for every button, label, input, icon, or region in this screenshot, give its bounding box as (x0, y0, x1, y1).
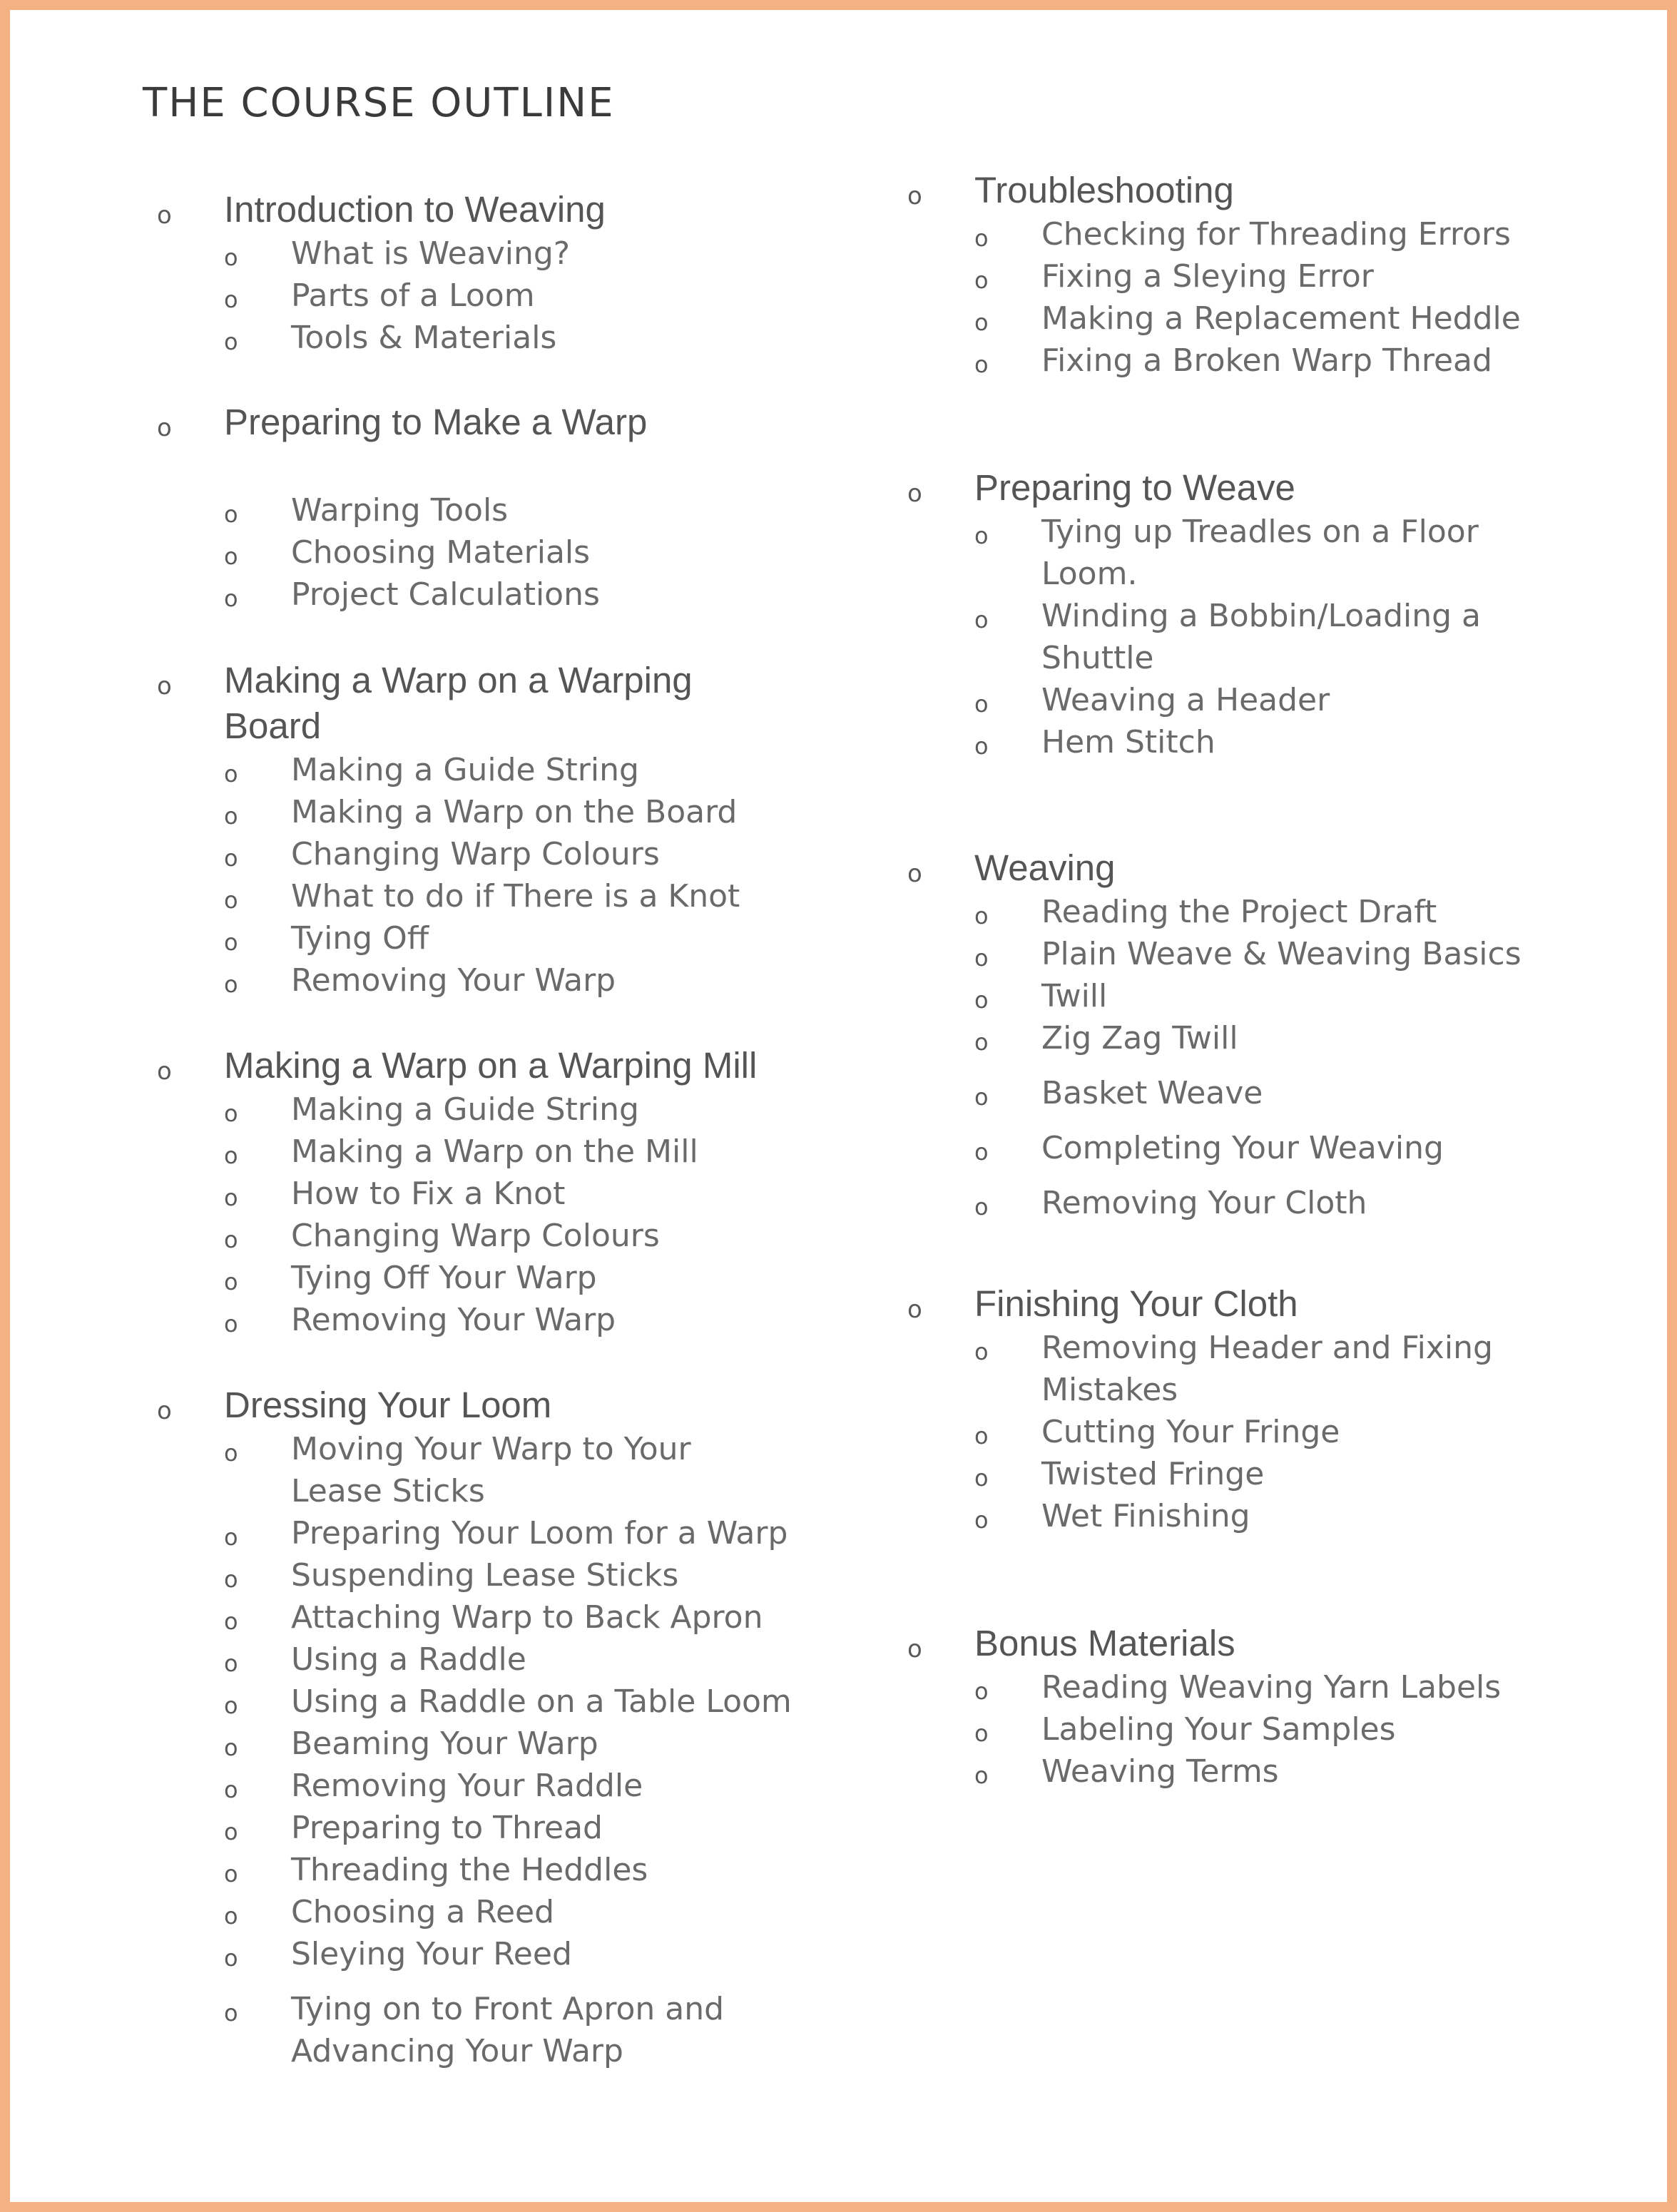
list-item: o What to do if There is a Knot (224, 875, 756, 917)
bullet-icon: o (224, 1902, 238, 1930)
section-heading: o Introduction to Weaving (157, 187, 799, 233)
list-item: o Hem Stitch (974, 721, 1549, 763)
bullet-icon: o (974, 690, 989, 718)
bullet-icon: o (224, 1100, 238, 1127)
bullet-icon: o (224, 845, 238, 872)
list-item: o Weaving Terms (974, 1750, 1549, 1793)
list-item: o Suspending Lease Sticks (224, 1554, 799, 1596)
bullet-icon: o (907, 479, 922, 508)
section-heading: o Bonus Materials (907, 1621, 1549, 1666)
bullet-icon: o (157, 201, 172, 230)
bullet-icon: o (974, 1507, 989, 1534)
bullet-icon: o (224, 971, 238, 998)
list-item: o Using a Raddle on a Table Loom (224, 1681, 799, 1723)
bullet-icon: o (974, 1762, 989, 1789)
bullet-icon: o (974, 944, 989, 972)
bullet-icon: o (224, 501, 238, 528)
list-item: o Cutting Your Fringe (974, 1411, 1549, 1453)
bullet-icon: o (974, 1678, 989, 1705)
topic-list (907, 891, 1549, 1224)
topic-list (157, 749, 756, 1001)
bullet-icon: o (224, 1310, 238, 1337)
bullet-icon: o (974, 309, 989, 336)
section-heading: o Dressing Your Loom (157, 1382, 799, 1428)
bullet-icon: o (224, 1818, 238, 1845)
bullet-icon: o (224, 1692, 238, 1719)
list-item: o Parts of a Loom (224, 275, 799, 317)
list-item: o Beaming Your Warp (224, 1723, 799, 1765)
list-item: o Removing Your Warp (224, 959, 756, 1001)
list-item: o Choosing a Reed (224, 1891, 799, 1933)
bullet-icon: o (224, 1945, 238, 1972)
bullet-icon: o (907, 1635, 922, 1663)
list-item: o Fixing a Sleying Error (974, 255, 1549, 297)
section-heading: o Weaving (907, 845, 1549, 891)
bullet-icon: o (224, 328, 238, 355)
list-item: o Removing Your Raddle (224, 1765, 799, 1807)
list-item: o Tools & Materials (224, 317, 799, 359)
bullet-icon: o (224, 1226, 238, 1253)
topic-list (157, 1089, 842, 1341)
section-finishing-your-cloth (907, 1281, 1549, 1537)
list-item: o Choosing Materials (224, 531, 799, 574)
list-item: o Changing Warp Colours (224, 833, 756, 875)
list-item: o Tying Off Your Warp (224, 1257, 842, 1299)
section-making-a-warp-on-a-warping-board (157, 658, 756, 1001)
bullet-icon: o (224, 543, 238, 570)
section-dressing-your-loom (157, 1382, 799, 2072)
bullet-icon: o (224, 1776, 238, 1803)
bullet-icon: o (974, 1029, 989, 1056)
bullet-icon: o (974, 225, 989, 252)
list-item: o Changing Warp Colours (224, 1215, 842, 1257)
topic-list (157, 489, 799, 616)
list-item: o Preparing to Thread (224, 1807, 799, 1849)
bullet-icon: o (224, 1608, 238, 1635)
list-item: o Making a Guide String (224, 1089, 842, 1131)
bullet-icon: o (974, 606, 989, 633)
list-item: o Project Calculations (224, 574, 799, 616)
bullet-icon: o (224, 929, 238, 956)
bullet-icon: o (224, 1999, 238, 2027)
section-heading: o Making a Warp on a Warping Mill (157, 1043, 842, 1089)
section-making-a-warp-on-a-warping-mill (157, 1043, 842, 1341)
section-heading: o Making a Warp on a Warping Board (157, 660, 693, 746)
section-heading: o Finishing Your Cloth (907, 1281, 1549, 1327)
list-item: o Making a Replacement Heddle (974, 297, 1549, 340)
bullet-icon: o (157, 1057, 172, 1086)
topic-list (907, 1327, 1549, 1537)
section-preparing-to-weave (907, 465, 1549, 763)
bullet-icon: o (974, 902, 989, 929)
bullet-icon: o (974, 1193, 989, 1220)
bullet-icon: o (224, 1142, 238, 1169)
list-item: o Completing Your Weaving (974, 1127, 1549, 1169)
bullet-icon: o (224, 1860, 238, 1887)
list-item: o Moving Your Warp to Your Lease Sticks (224, 1431, 691, 1509)
bullet-icon: o (157, 1397, 172, 1425)
section-heading: o Preparing to Weave (907, 465, 1549, 511)
section-heading: o Preparing to Make a Warp (157, 399, 799, 445)
bullet-icon: o (974, 1464, 989, 1492)
list-item: o Tying up Treadles on a Floor Loom. (974, 514, 1479, 592)
list-item: o Plain Weave & Weaving Basics (974, 933, 1549, 975)
list-item: o Tying Off (224, 917, 756, 959)
list-item: o What is Weaving? (224, 233, 799, 275)
list-item: o Removing Header and Fixing Mistakes (974, 1330, 1493, 1408)
bullet-icon: o (224, 760, 238, 788)
list-item: o Attaching Warp to Back Apron (224, 1596, 799, 1638)
section-preparing-to-make-a-warp (157, 399, 799, 616)
bullet-icon: o (224, 1184, 238, 1211)
section-heading: o Troubleshooting (907, 168, 1549, 213)
list-item: o Using a Raddle (224, 1638, 799, 1681)
list-item: o Removing Your Warp (224, 1299, 842, 1341)
bullet-icon: o (907, 860, 922, 888)
bullet-icon: o (224, 1650, 238, 1677)
topic-list (907, 213, 1549, 382)
topic-list (907, 1666, 1549, 1793)
bullet-icon: o (224, 585, 238, 612)
bullet-icon: o (974, 1720, 989, 1747)
list-item: o Fixing a Broken Warp Thread (974, 340, 1549, 382)
bullet-icon: o (224, 802, 238, 830)
list-item: o Making a Warp on the Board (224, 791, 756, 833)
section-introduction-to-weaving (157, 187, 799, 359)
list-item: o Twill (974, 975, 1549, 1017)
section-troubleshooting (907, 168, 1549, 382)
bullet-icon: o (974, 1422, 989, 1449)
bullet-icon: o (907, 1295, 922, 1324)
bullet-icon: o (224, 1268, 238, 1295)
bullet-icon: o (224, 1439, 238, 1467)
bullet-icon: o (974, 733, 989, 760)
bullet-icon: o (224, 1524, 238, 1551)
bullet-icon: o (974, 1138, 989, 1166)
bullet-icon: o (157, 672, 172, 700)
bullet-icon: o (974, 1084, 989, 1111)
section-weaving (907, 845, 1549, 1224)
bullet-icon: o (224, 887, 238, 914)
bullet-icon: o (224, 286, 238, 313)
list-item: o Winding a Bobbin/Loading a Shuttle (974, 598, 1481, 676)
list-item: o Sleying Your Reed (224, 1933, 799, 1975)
list-item: o Labeling Your Samples (974, 1708, 1549, 1750)
section-bonus-materials (907, 1621, 1549, 1793)
list-item: o Removing Your Cloth (974, 1182, 1549, 1224)
list-item: o Warping Tools (224, 489, 799, 531)
bullet-icon: o (974, 987, 989, 1014)
list-item: o Checking for Threading Errors (974, 213, 1549, 255)
list-item: o Reading Weaving Yarn Labels (974, 1666, 1549, 1708)
bullet-icon: o (224, 1566, 238, 1593)
list-item: o Wet Finishing (974, 1495, 1549, 1537)
list-item: o Reading the Project Draft (974, 891, 1549, 933)
topic-list (157, 233, 799, 359)
bullet-icon: o (224, 244, 238, 271)
bullet-icon: o (224, 1734, 238, 1761)
list-item: o Basket Weave (974, 1072, 1549, 1114)
list-item: o Preparing Your Loom for a Warp (224, 1512, 799, 1554)
page-title: THE COURSE OUTLINE (143, 80, 615, 126)
topic-list (907, 511, 1549, 763)
list-item: o How to Fix a Knot (224, 1173, 842, 1215)
list-item: o Zig Zag Twill (974, 1017, 1549, 1059)
list-item: o Threading the Heddles (224, 1849, 799, 1891)
list-item: o Making a Guide String (224, 749, 756, 791)
bullet-icon: o (974, 1338, 989, 1365)
bullet-icon: o (157, 414, 172, 442)
bullet-icon: o (974, 351, 989, 378)
list-item: o Tying on to Front Apron and Advancing Your Warp (224, 1991, 725, 2069)
bullet-icon: o (974, 522, 989, 549)
list-item: o Twisted Fringe (974, 1453, 1549, 1495)
bullet-icon: o (907, 182, 922, 210)
topic-list (157, 1428, 799, 2072)
bullet-icon: o (974, 267, 989, 294)
list-item: o Making a Warp on the Mill (224, 1131, 842, 1173)
list-item: o Weaving a Header (974, 679, 1549, 721)
